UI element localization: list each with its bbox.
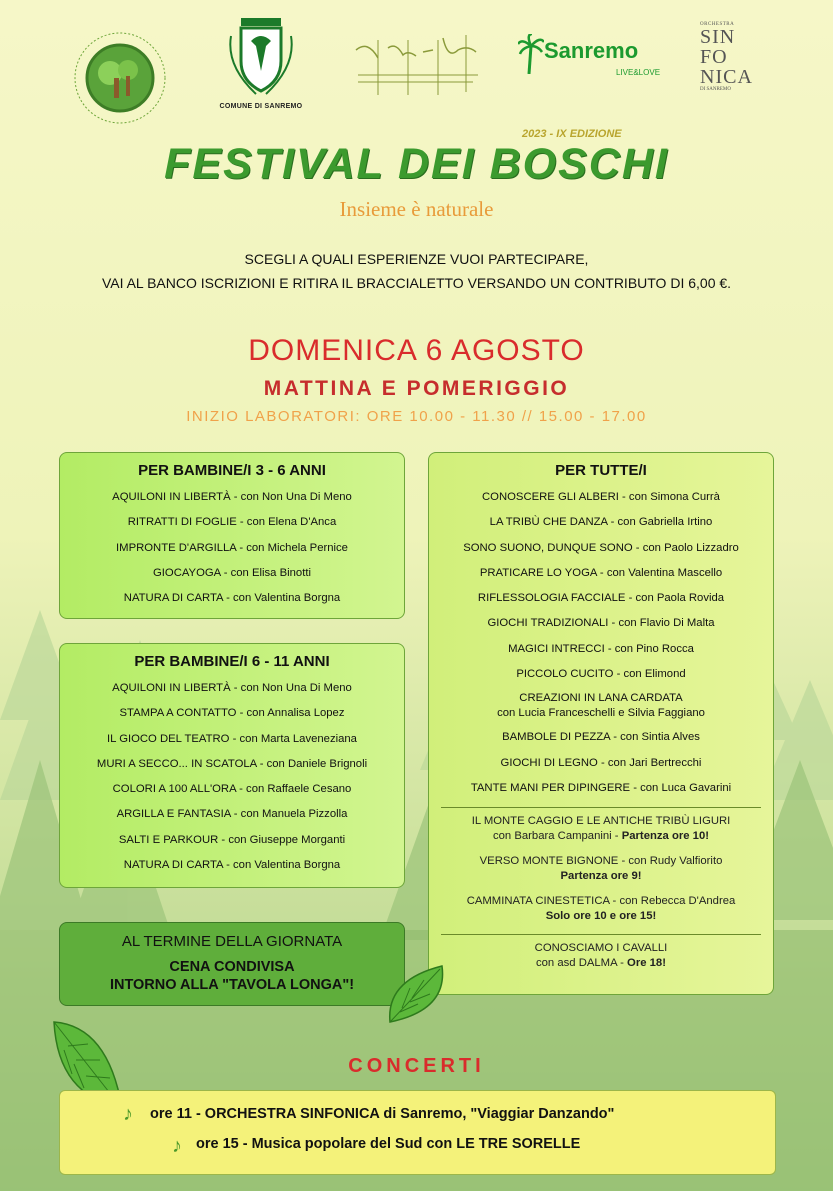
item-name: CONOSCERE GLI ALBERI: [482, 491, 619, 503]
item-name: RITRATTI DI FOGLIE: [127, 516, 237, 529]
dinner-line-2: CENA CONDIVISA: [169, 959, 295, 975]
comune-logo: [215, 16, 307, 112]
item-name: STAMPA A CONTATTO: [119, 707, 237, 720]
item-name: SALTI E PARKOUR: [118, 833, 219, 846]
item-host: - con Manuela Pizzolla: [230, 808, 348, 821]
workshops-6-11-box: [59, 643, 405, 888]
list-item: [429, 662, 773, 687]
horse-host: con asd DALMA -: [536, 957, 628, 970]
walk-time: Partenza ore 9: [560, 870, 638, 883]
item-host: - con Pino Rocca: [604, 642, 694, 655]
item-name: CREAZIONI IN LANA CARDATA: [519, 692, 683, 705]
walk-name: CAMMINATA CINESTETICA: [466, 895, 610, 908]
palm-tree-icon: [518, 34, 544, 74]
item-name: COLORI A 100 ALL'ORA: [112, 783, 236, 796]
sinfonica-line-3: NICA: [700, 66, 753, 88]
item-name: AQUILONI IN LIBERTÀ: [112, 682, 231, 694]
list-item: [429, 586, 773, 611]
item-name: GIOCAYOGA: [152, 566, 221, 579]
sanremo-tagline: LIVE&LOVE: [616, 68, 661, 77]
item-host: - con Valentina Borgna: [222, 592, 341, 605]
list-item: [429, 561, 773, 586]
list-item: [60, 802, 404, 827]
item-host: - con Valentina Borgna: [222, 859, 341, 872]
walk-name: VERSO MONTE BIGNONE: [479, 855, 619, 868]
dinner-line-3: INTORNO ALLA "TAVOLA LONGA"!: [109, 977, 355, 993]
item-name: GIOCHI DI LEGNO: [500, 756, 598, 769]
item-host: - con Luca Gavarini: [630, 781, 732, 794]
item-name: IL GIOCO DEL TEATRO: [107, 732, 230, 745]
list-item: [60, 676, 404, 701]
list-item: [429, 485, 773, 510]
list-item: [60, 485, 404, 510]
walk-host: - con Rebecca D'Andrea: [609, 895, 736, 908]
walk-time: Partenza ore 10: [621, 830, 706, 843]
intro-text: [0, 247, 833, 295]
exclaim: !: [652, 910, 657, 923]
intro-line-1: SCEGLI A QUALI ESPERIENZE VUOI PARTECIPARE,: [244, 251, 589, 267]
dinner-box: [59, 922, 405, 1006]
sinfonica-bottom: DI SANREMO: [700, 87, 731, 92]
item-name: MURI A SECCO... IN SCATOLA: [96, 757, 257, 770]
list-item: [60, 727, 404, 752]
list-item: [429, 510, 773, 535]
horse-name: CONOSCIAMO I CAVALLI: [534, 942, 668, 955]
popoli-handwriting-icon: [348, 20, 488, 100]
orchestra-sinfonica-logo: [700, 22, 770, 92]
box-title: PER BAMBINE/I 6 - 11 ANNI: [134, 653, 330, 670]
concert-2: ore 15 - Musica popolare del Sud con LE TRE SORELLE: [196, 1136, 581, 1152]
list-item: [60, 853, 404, 878]
sanremo-logo: [518, 30, 678, 80]
item-host: - con Sintia Alves: [610, 731, 700, 744]
dinner-line-1: AL TERMINE DELLA GIORNATA: [121, 933, 343, 950]
item-host: - con Daniele Brignoli: [256, 757, 368, 770]
festival-logo-icon: [70, 28, 170, 128]
item-host: - con Non Una Di Meno: [230, 491, 352, 503]
list-item: [60, 701, 404, 726]
item-name: ARGILLA E FANTASIA: [116, 808, 231, 821]
item-host: - con Simona Currà: [618, 491, 720, 503]
box-title: PER TUTTE/I: [555, 462, 647, 479]
list-item: [429, 751, 773, 776]
exclaim: !: [662, 957, 666, 970]
concerts-title: CONCERTI: [348, 1055, 485, 1077]
item-name: PICCOLO CUCITO: [516, 668, 614, 681]
event-date: DOMENICA 6 AGOSTO: [248, 334, 585, 367]
edition-label: 2023 - IX EDIZIONE: [522, 128, 622, 140]
item-name: PRATICARE LO YOGA: [479, 566, 597, 579]
item-name: NATURA DI CARTA: [123, 592, 223, 605]
sinfonica-top: ORCHESTRA: [700, 22, 735, 27]
horse-time: Ore 18: [627, 957, 663, 970]
item-name: BAMBOLE DI PEZZA: [502, 731, 611, 744]
music-note-icon: ♪: [172, 1135, 182, 1157]
exclaim: !: [637, 870, 642, 883]
item-host: - con Paolo Lizzadro: [632, 541, 739, 554]
list-item: [60, 586, 404, 611]
list-item: [429, 611, 773, 636]
page-title: FESTIVAL DEI BOSCHI: [164, 140, 669, 188]
item-name: RIFLESSOLOGIA FACCIALE: [477, 592, 626, 605]
item-name: SONO SUONO, DUNQUE SONO: [463, 541, 633, 554]
item-host: - con Gabriella Irtino: [607, 516, 713, 529]
workshops-3-6-box: [59, 452, 405, 619]
item-host: - con Raffaele Cesano: [236, 783, 352, 796]
page-subtitle: Insieme è naturale: [339, 197, 494, 221]
concert-1: ore 11 - ORCHESTRA SINFONICA di Sanremo, "Viaggiar Danzando": [150, 1106, 615, 1122]
walk-host: con Barbara Campanini -: [492, 830, 622, 843]
list-item: [60, 536, 404, 561]
list-item: [429, 637, 773, 662]
coat-of-arms-icon: [226, 16, 296, 96]
walk-item: [429, 894, 773, 924]
festival-logo: [70, 28, 170, 128]
item-name: NATURA DI CARTA: [123, 859, 223, 872]
item-host: - con Paola Rovida: [625, 592, 725, 605]
comune-label: COMUNE DI SANREMO: [219, 103, 303, 110]
item-host: - con Elena D'Anca: [236, 516, 337, 529]
walk-time: Solo ore 10 e ore 15: [545, 910, 653, 923]
walk-host: - con Rudy Valfiorito: [618, 855, 723, 868]
item-host: - con Non Una Di Meno: [230, 682, 352, 694]
item-name: IMPRONTE D'ARGILLA: [116, 541, 237, 554]
item-host: - con Elimond: [613, 668, 686, 681]
item-host: - con Valentina Mascello: [596, 566, 723, 579]
leaf-icon: [382, 960, 452, 1030]
lab-hours: INIZIO LABORATORI: ORE 10.00 - 11.30 // 15.00 - 17.00: [186, 408, 647, 425]
box-title: PER BAMBINE/I 3 - 6 ANNI: [138, 462, 326, 479]
divider: [441, 807, 761, 808]
list-item: [60, 510, 404, 535]
walk-name: IL MONTE CAGGIO E LE ANTICHE TRIBÙ LIGURI: [471, 815, 731, 828]
divider: [441, 934, 761, 935]
item-host: con Lucia Franceschelli e Silvia Faggiano: [497, 707, 705, 720]
item-host: - con Marta Laveneziana: [229, 732, 357, 745]
sinfonica-line-2: FO: [700, 46, 728, 68]
intro-line-2: VAI AL BANCO ISCRIZIONI E RITIRA IL BRACCIALETTO VERSANDO UN CONTRIBUTO DI 6,00 €.: [101, 275, 732, 291]
concerts-box: [59, 1090, 776, 1175]
item-host: - con Jari Bertrecchi: [597, 756, 702, 769]
event-period: MATTINA E POMERIGGIO: [263, 377, 570, 400]
item-name: LA TRIBÙ CHE DANZA: [489, 516, 608, 529]
list-item: [429, 776, 773, 801]
horse-item: [429, 941, 773, 971]
list-item: [429, 687, 773, 725]
popoli-in-arte-logo: [348, 20, 488, 100]
item-name: AQUILONI IN LIBERTÀ: [112, 491, 231, 503]
list-item: [60, 777, 404, 802]
item-name: TANTE MANI PER DIPINGERE: [470, 781, 631, 794]
sinfonica-line-1: SIN: [700, 26, 736, 48]
workshops-all-box: [428, 452, 774, 995]
item-host: - con Flavio Di Malta: [608, 617, 715, 630]
item-host: - con Annalisa Lopez: [236, 707, 345, 720]
exclaim: !: [705, 830, 709, 843]
item-name: MAGICI INTRECCI: [508, 642, 605, 655]
list-item: [60, 561, 404, 586]
walk-item: [429, 854, 773, 884]
item-host: - con Elisa Binotti: [220, 566, 311, 579]
list-item: [60, 752, 404, 777]
sanremo-wordmark: Sanremo: [544, 38, 639, 63]
list-item: [429, 725, 773, 750]
walk-item: [429, 814, 773, 844]
music-note-icon: ♪: [123, 1103, 133, 1125]
list-item: [429, 536, 773, 561]
item-host: - con Giuseppe Morganti: [218, 833, 346, 846]
list-item: [60, 828, 404, 853]
item-host: - con Michela Pernice: [236, 541, 348, 554]
item-name: GIOCHI TRADIZIONALI: [487, 617, 609, 630]
